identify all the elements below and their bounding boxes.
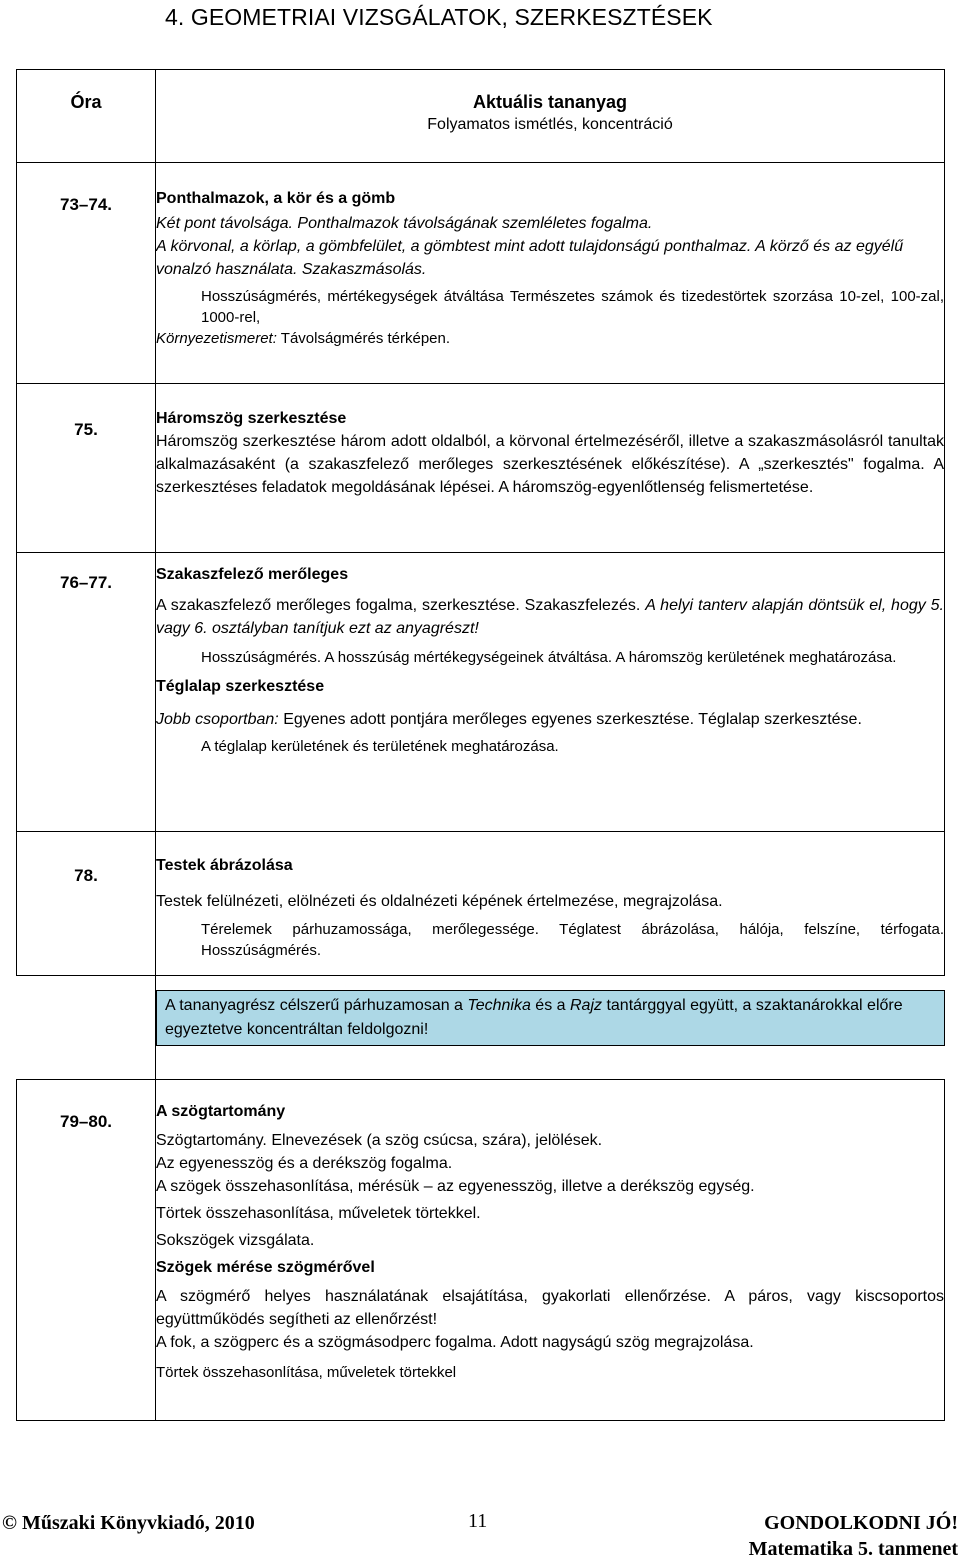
header-title: Aktuális tananyag [472, 92, 628, 112]
row-ora: 73–74. [60, 195, 112, 214]
row-ora: 78. [74, 866, 98, 885]
row-text-normal: A szakaszfelező merőleges fogalma, szerkesztése. Szakaszfelezés. [156, 597, 646, 614]
row-ora-cell [17, 384, 156, 553]
row-text: Testek felülnézeti, elölnézeti és oldalnézeti képének értelmezése, megrajzolása. [156, 893, 723, 910]
header-ora: Óra [70, 92, 102, 112]
row-text: Térelemek párhuzamossága, merőlegessége. Téglatest ábrázolása, hálója, felszíne, térfogata. Hosszúságmérés. [201, 921, 944, 959]
note-text: és a [530, 997, 570, 1014]
table-row [17, 163, 945, 384]
table-row [17, 832, 945, 976]
row-text: A téglalap kerületének és területének meghatározása. [201, 738, 559, 755]
row-heading: Szögek mérése szögmérővel [156, 1259, 375, 1276]
row-text: Szögtartomány. Elnevezések (a szög csúcsa, szára), jelölések. [156, 1132, 603, 1149]
table-row [17, 1080, 945, 1421]
table-header-row [17, 70, 945, 163]
row-ora-cell [17, 163, 156, 384]
row-ora: 75. [74, 420, 98, 439]
page-footer [0, 1508, 960, 1563]
row-text-italic: Környezetismeret: [156, 330, 277, 347]
row-heading: Szakaszfelező merőleges [156, 566, 349, 583]
row-text-rest: Távolságmérés térképen. [276, 330, 451, 347]
row-ora-cell [17, 832, 156, 976]
table-row [17, 384, 945, 553]
row-text: Törtek összehasonlítása, műveletek törtekkel [156, 1364, 457, 1381]
row-ora: 76–77. [60, 573, 112, 592]
row-text [156, 586, 944, 640]
row-text: Két pont távolsága. Ponthalmazok távolságának szemléletes fogalma. [156, 215, 653, 232]
curriculum-table [16, 69, 945, 1421]
row-text: A szögek összehasonlítása, mérésük – az egyenesszög, illetve a derékszög egység. [156, 1178, 755, 1195]
row-text-rest: Egyenes adott pontjára merőleges egyenes szerkesztése. Téglalap szerkesztése. [278, 711, 862, 728]
row-text: A fok, a szögperc és a szögmásodperc fogalma. Adott nagyságú szög megrajzolása. [156, 1334, 754, 1351]
row-heading: Háromszög szerkesztése [156, 410, 347, 427]
row-content [156, 163, 945, 384]
note-row [17, 976, 945, 1080]
row-ora-cell [17, 1080, 156, 1421]
row-content [156, 384, 945, 553]
row-heading: Testek ábrázolása [156, 857, 293, 874]
row-text: Sokszögek vizsgálata. [156, 1232, 315, 1249]
note-text: tantárggyal együtt, a szaktanárokkal előre egyeztetve koncentráltan feldolgozni! [165, 997, 903, 1038]
table-row [17, 553, 945, 832]
note-text: A tananyagrész célszerű párhuzamosan a [165, 997, 468, 1014]
page-title: 4. GEOMETRIAI VIZSGÁLATOK, SZERKESZTÉSEK [165, 4, 713, 30]
footer-publisher: © Műszaki Könyvkiadó, 2010 [2, 1512, 255, 1534]
header-content-cell [156, 70, 945, 163]
row-heading: Téglalap szerkesztése [156, 678, 325, 695]
note-ora-cell [17, 976, 156, 1080]
row-text [156, 328, 944, 349]
row-heading: A szögtartomány [156, 1103, 286, 1120]
row-content [156, 832, 945, 976]
row-text: A körvonal, a körlap, a gömbfelület, a gömbtest mint adott tulajdonságú ponthalmaz. A körző és az egyélű vonalzó használata. Szakaszmásolás. [156, 238, 904, 278]
header-subtitle: Folyamatos ismétlés, koncentráció [427, 116, 673, 133]
row-text: A szögmérő helyes használatának elsajátítása, gyakorlati ellenőrzése. A páros, vagy kiscsoportos együttműködés segítheti az ellenőrzést! [156, 1288, 944, 1328]
row-text: Hosszúságmérés. A hosszúság mértékegységeinek átváltása. A háromszög kerületének meghatározása. [201, 649, 897, 666]
row-text-italic: Jobb csoportban: [156, 711, 279, 728]
row-content [156, 553, 945, 832]
row-ora-cell [17, 553, 156, 832]
footer-page-number: 11 [468, 1510, 488, 1532]
footer-series-title: GONDOLKODNI JÓ! [764, 1512, 958, 1534]
row-text-italic: A helyi tanterv alapján döntsük el, hogy 5. vagy 6. osztályban tanítjuk ezt az anyagrészt! [156, 597, 945, 637]
row-text: Törtek összehasonlítása, műveletek törtekkel. [156, 1205, 481, 1222]
row-text: Az egyenesszög és a derékszög fogalma. [156, 1155, 453, 1172]
concentration-note [156, 990, 945, 1046]
row-text: Háromszög szerkesztése három adott oldalból, a körvonal értelmezéséről, illetve a szakaszmásolásról tanultak alkalmazásaként (a szakaszfelező merőleges szerkesztésének előkészítése). A „szerkesztés" fogalma. A szerkesztéses feladatok megoldásának lépései. A háromszög-egyenlőtlenség felismertetése. [156, 433, 944, 496]
header-ora-cell [17, 70, 156, 163]
footer-subtitle: Matematika 5. tanmenet [748, 1538, 958, 1560]
note-cell [156, 976, 945, 1080]
row-text: Hosszúságmérés, mértékegységek átváltása Természetes számok és tizedestörtek szorzása 10-zel, 100-zal, 1000-rel, [201, 288, 944, 326]
row-heading: Ponthalmazok, a kör és a gömb [156, 190, 396, 207]
row-text [156, 698, 944, 731]
row-ora: 79–80. [60, 1112, 112, 1131]
note-text-italic: Technika [467, 997, 531, 1014]
row-content [156, 1080, 945, 1421]
note-text-italic: Rajz [570, 997, 603, 1014]
